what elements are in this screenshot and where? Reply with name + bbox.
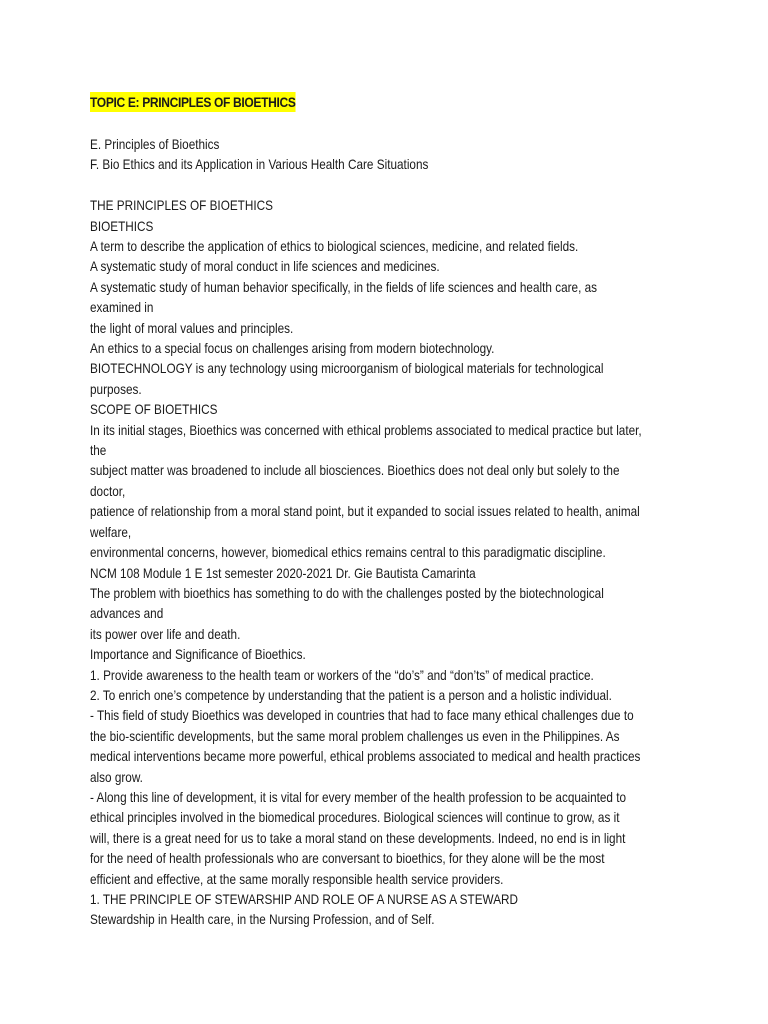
- body-line: will, there is a great need for us to take a moral stand on these developments. Indeed, no end is in light: [90, 829, 626, 846]
- body-line: An ethics to a special focus on challenges arising from modern biotechnology.: [90, 340, 495, 357]
- body-line: advances and: [90, 605, 164, 622]
- body-line: patience of relationship from a moral stand point, but it expanded to social issues related to health, animal: [90, 503, 640, 520]
- body-line: the light of moral values and principles.: [90, 319, 294, 336]
- outline-item: F. Bio Ethics and its Application in Various Health Care Situations: [90, 156, 429, 173]
- section-heading: SCOPE OF BIOETHICS: [90, 401, 218, 418]
- body-line: A systematic study of human behavior specifically, in the fields of life sciences and health care, as: [90, 278, 598, 295]
- section-heading: 1. THE PRINCIPLE OF STEWARSHIP AND ROLE OF A NURSE AS A STEWARD: [90, 891, 519, 908]
- body-line: environmental concerns, however, biomedical ethics remains central to this paradigmatic discipline.: [90, 544, 606, 561]
- body-line: BIOTECHNOLOGY is any technology using microorganism of biological materials for technological: [90, 360, 604, 377]
- section-heading: THE PRINCIPLES OF BIOETHICS: [90, 197, 273, 214]
- body-line: for the need of health professionals who are conversant to bioethics, for they alone will be the most: [90, 850, 605, 867]
- section-heading: BIOETHICS: [90, 217, 154, 234]
- body-line: examined in: [90, 299, 154, 316]
- numbered-item: 2. To enrich one’s competence by understanding that the patient is a person and a holistic individual.: [90, 686, 612, 703]
- body-line: the bio-scientific developments, but the same moral problem challenges us even in the Philippines. As: [90, 727, 620, 744]
- outline-item: E. Principles of Bioethics: [90, 136, 220, 152]
- blank-line: [90, 175, 690, 195]
- numbered-item: 1. Provide awareness to the health team or workers of the “do’s” and “don’ts” of medical practice.: [90, 666, 594, 683]
- body-line: welfare,: [90, 523, 132, 540]
- body-line: medical interventions became more powerful, ethical problems associated to medical and health practices: [90, 748, 641, 765]
- body-line: the: [90, 442, 107, 459]
- document-title: TOPIC E: PRINCIPLES OF BIOETHICS: [90, 94, 296, 110]
- body-line: A systematic study of moral conduct in life sciences and medicines.: [90, 258, 440, 275]
- body-line: its power over life and death.: [90, 625, 241, 642]
- body-line: subject matter was broadened to include all biosciences. Bioethics does not deal only but solely to the: [90, 462, 620, 479]
- document-body: [90, 195, 690, 930]
- body-line: ethical principles involved in the biomedical procedures. Biological sciences will continue to grow, as it: [90, 809, 620, 826]
- section-heading: Importance and Significance of Bioethics.: [90, 646, 306, 663]
- body-line: also grow.: [90, 768, 143, 785]
- course-info-line: NCM 108 Module 1 E 1st semester 2020-2021 Dr. Gie Bautista Camarinta: [90, 564, 476, 581]
- document-page: [90, 92, 690, 930]
- body-line: The problem with bioethics has something to do with the challenges posted by the biotechnological: [90, 584, 604, 601]
- body-line: efficient and effective, at the same morally responsible health service providers.: [90, 870, 504, 887]
- body-line: doctor,: [90, 482, 126, 499]
- body-line: purposes.: [90, 380, 142, 397]
- body-line: - This field of study Bioethics was developed in countries that had to face many ethical challenges due to: [90, 707, 634, 724]
- body-line: Stewardship in Health care, in the Nursing Profession, and of Self.: [90, 911, 435, 928]
- body-line: In its initial stages, Bioethics was concerned with ethical problems associated to medical practice but later,: [90, 421, 642, 438]
- body-line: - Along this line of development, it is vital for every member of the health profession to be acquainted to: [90, 788, 627, 805]
- outline-section: [90, 134, 690, 175]
- body-line: A term to describe the application of ethics to biological sciences, medicine, and related fields.: [90, 238, 579, 255]
